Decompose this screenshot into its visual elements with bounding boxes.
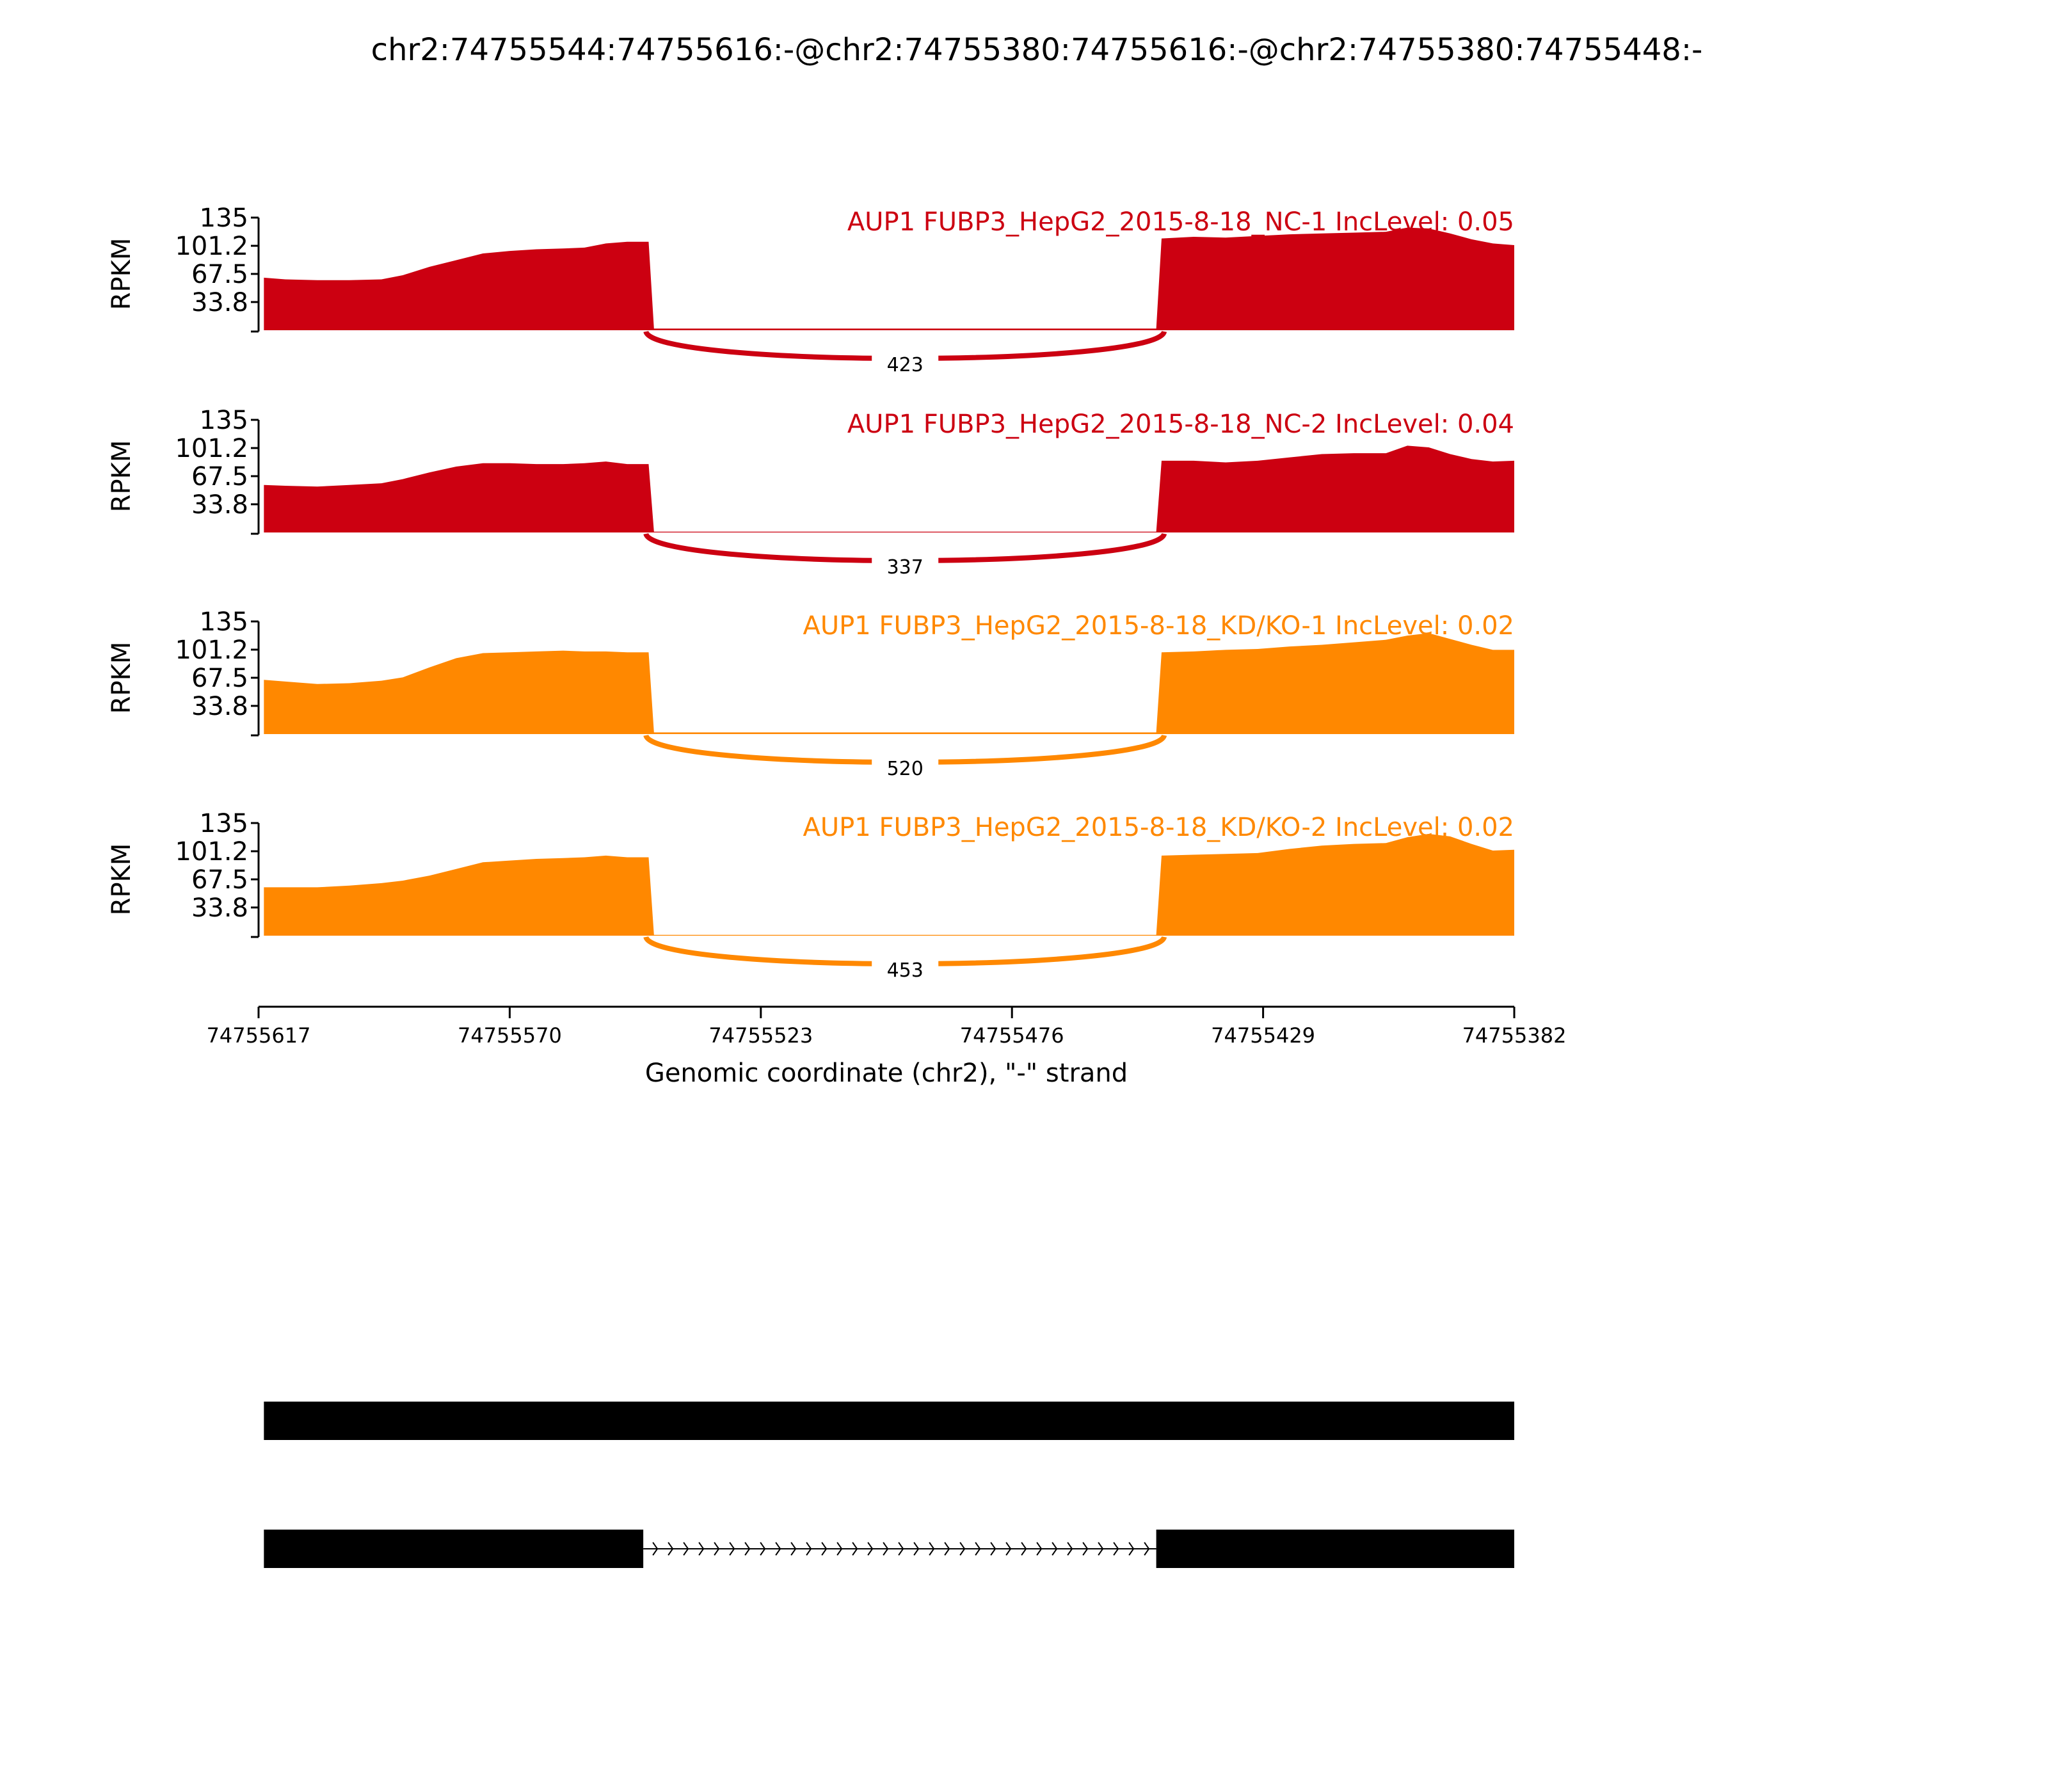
coverage-panel <box>107 204 1514 378</box>
y-tick-label: 135 <box>199 809 248 838</box>
y-tick-label: 33.8 <box>191 287 248 317</box>
y-axis-label: RPKM <box>107 237 136 310</box>
isoform <box>264 1402 1514 1440</box>
y-tick-label: 135 <box>199 607 248 637</box>
sample-label: AUP1 FUBP3_HepG2_2015-8-18_KD/KO-1 IncLevel: 0.02 <box>803 611 1514 641</box>
y-tick-label: 135 <box>199 204 248 233</box>
coverage-panel <box>107 607 1514 781</box>
x-tick-label: 74755476 <box>959 1023 1064 1048</box>
y-tick-label: 67.5 <box>191 664 248 693</box>
y-tick-label: 67.5 <box>191 462 248 492</box>
coverage-panels <box>107 204 1514 983</box>
x-tick-label: 74755617 <box>206 1023 311 1048</box>
exon-block <box>1156 1530 1514 1568</box>
x-tick-label: 74755570 <box>457 1023 562 1048</box>
coverage-area <box>264 633 1514 734</box>
y-axis-label: RPKM <box>107 641 136 714</box>
exon-block <box>264 1530 643 1568</box>
figure-title: chr2:74755544:74755616:-@chr2:74755380:74755616:-@chr2:74755380:74755448:- <box>371 32 1703 68</box>
y-axis-label: RPKM <box>107 440 136 513</box>
y-tick-label: 33.8 <box>191 490 248 520</box>
y-tick-label: 101.2 <box>175 837 248 867</box>
exon-block <box>264 1402 1514 1440</box>
x-axis <box>207 1007 1567 1048</box>
y-axis-label: RPKM <box>107 843 136 916</box>
sample-label: AUP1 FUBP3_HepG2_2015-8-18_NC-1 IncLevel: 0.05 <box>847 207 1514 237</box>
y-tick-label: 33.8 <box>191 893 248 923</box>
coverage-area <box>264 834 1514 936</box>
junction-count: 520 <box>886 758 924 780</box>
y-tick-label: 135 <box>199 406 248 435</box>
y-tick-label: 67.5 <box>191 260 248 289</box>
sample-label: AUP1 FUBP3_HepG2_2015-8-18_KD/KO-2 IncLevel: 0.02 <box>803 813 1514 842</box>
isoform <box>264 1530 1514 1568</box>
y-tick-label: 67.5 <box>191 865 248 895</box>
x-axis-label: Genomic coordinate (chr2), "-" strand <box>644 1059 1128 1088</box>
coverage-panel <box>107 809 1514 983</box>
y-tick-label: 33.8 <box>191 691 248 721</box>
x-tick-label: 74755429 <box>1211 1023 1316 1048</box>
isoform-track <box>264 1402 1514 1568</box>
y-tick-label: 101.2 <box>175 636 248 666</box>
y-tick-label: 101.2 <box>175 434 248 464</box>
junction-count: 423 <box>886 354 924 376</box>
sample-label: AUP1 FUBP3_HepG2_2015-8-18_NC-2 IncLevel: 0.04 <box>847 410 1514 439</box>
coverage-area <box>264 445 1514 532</box>
y-tick-label: 101.2 <box>175 232 248 262</box>
coverage-area <box>264 228 1514 330</box>
x-tick-label: 74755523 <box>708 1023 813 1048</box>
junction-count: 453 <box>886 959 924 982</box>
x-tick-label: 74755382 <box>1462 1023 1567 1048</box>
junction-count: 337 <box>886 556 924 579</box>
coverage-panel <box>107 406 1514 580</box>
